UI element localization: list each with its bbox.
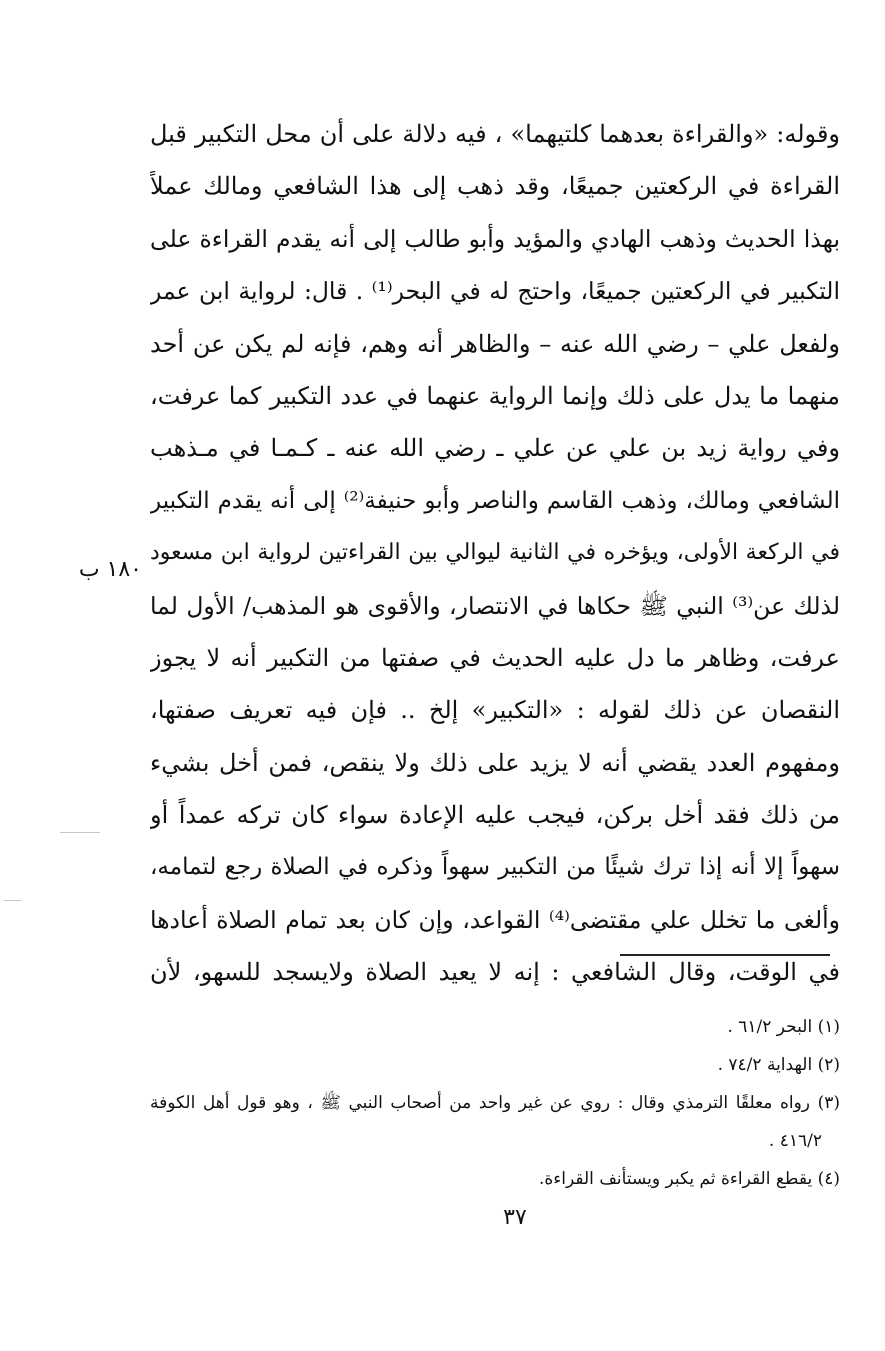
footnote: (٣) رواه معلقًا الترمذي وقال : روي عن غير واحد من أصحاب النبي ﷺ ، وهو قول أهل الكوفة [150, 1093, 840, 1113]
text-line: عرفت، وظاهر ما دل عليه الحديث في صفتها من التكبير أنه لا يجوز [150, 643, 840, 672]
scan-artifact [4, 900, 22, 901]
text-line: ولفعل علي – رضي الله عنه – والظاهر أنه وهم، فإنه لم يكن عن أحد [150, 329, 840, 358]
text-line: وقوله: «والقراءة بعدهما كلتيهما» ، فيه دلالة على أن محل التكبير قبل [150, 120, 840, 148]
footnote-separator [620, 954, 830, 956]
text-line: وألغى ما تخلل علي مقتضى⁽⁴⁾ القواعد، وإن كان بعد تمام الصلاة أعادها [150, 905, 840, 934]
main-text-block [150, 108, 840, 999]
text-line: في الوقت، وقال الشافعي : إنه لا يعيد الصلاة ولايسجد للسهو، لأن [150, 958, 840, 987]
manuscript-folio-note: ١٨٠ ب [78, 557, 142, 582]
footnotes-block [150, 1008, 840, 1198]
text-line: منهما ما يدل على ذلك وإنما الرواية عنهما في عدد التكبير كما عرفت، [150, 381, 840, 410]
text-line: ومفهوم العدد يقضي أنه لا يزيد على ذلك ولا ينقص، فمن أخل بشيء [150, 748, 840, 777]
text-line: في الركعة الأولى، ويؤخره في الثانية ليوالي بين القراءتين لرواية ابن مسعود [150, 540, 840, 566]
footnote: (١) البحر ٦١/٢ . [727, 1017, 840, 1037]
text-line: القراءة في الركعتين جميعًا، وقد ذهب إلى هذا الشافعي ومالك عملاً [150, 172, 840, 201]
footnote: (٤) يقطع القراءة ثم يكبر ويستأنف القراءة. [539, 1169, 840, 1189]
text-line: سهواً إلا أنه إذا ترك شيئًا من التكبير سهواً وذكره في الصلاة رجع لتمامه، [150, 854, 840, 881]
text-line: التكبير في الركعتين جميعًا، واحتج له في البحر⁽¹⁾ . قال: لرواية ابن عمر [150, 277, 840, 306]
text-line: الشافعي ومالك، وذهب القاسم والناصر وأبو حنيفة⁽²⁾ إلى أنه يقدم التكبير [150, 487, 840, 514]
page-number: ٣٧ [503, 1205, 527, 1230]
text-line: النقصان عن ذلك لقوله : «التكبير» إلخ .. فإن فيه تعريف صفتها، [150, 696, 840, 725]
scan-artifact [60, 832, 100, 833]
text-line: بهذا الحديث وذهب الهادي والمؤيد وأبو طالب إلى أنه يقدم القراءة على [150, 224, 840, 253]
text-line: من ذلك فقد أخل بركن، فيجب عليه الإعادة سواء كان تركه عمداً أو [150, 801, 840, 830]
text-line: لذلك عن⁽³⁾ النبي ﷺ حكاها في الانتصار، والأقوى هو المذهب/ الأول لما [150, 591, 840, 620]
footnote: (٢) الهداية ٧٤/٢ . [717, 1055, 840, 1075]
footnote-continuation: ٤١٦/٢ . [768, 1131, 822, 1151]
text-line: وفي رواية زيد بن علي عن علي ـ رضي الله عنه ـ كـمـا في مـذهب [150, 434, 840, 463]
